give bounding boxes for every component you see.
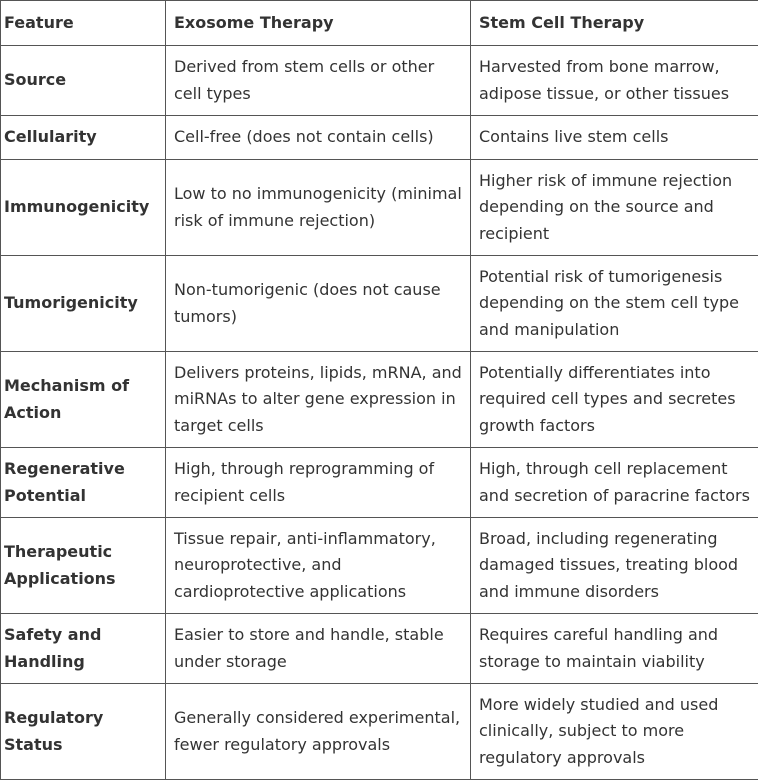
row-exosome-cell: Delivers proteins, lipids, mRNA, and miRNAs to alter gene expression in target cells (166, 352, 471, 448)
table-row (1, 448, 758, 518)
row-stem-cell-cell: Potential risk of tumorigenesis depending on the stem cell type and manipulation (471, 256, 758, 352)
row-feature-cell: Therapeutic Applications (1, 518, 166, 614)
table-row (1, 160, 758, 256)
row-stem-cell-cell: Broad, including regenerating damaged tissues, treating blood and immune disorders (471, 518, 758, 614)
table-header-row (1, 1, 758, 46)
row-exosome-cell: Easier to store and handle, stable under storage (166, 614, 471, 684)
table-row (1, 684, 758, 780)
row-feature-cell: Source (1, 46, 166, 116)
row-feature-cell: Safety and Handling (1, 614, 166, 684)
row-stem-cell-cell: Harvested from bone marrow, adipose tissue, or other tissues (471, 46, 758, 116)
table-row (1, 518, 758, 614)
table-row (1, 116, 758, 160)
row-exosome-cell: Generally considered experimental, fewer regulatory approvals (166, 684, 471, 780)
row-exosome-cell: Derived from stem cells or other cell types (166, 46, 471, 116)
row-feature-cell: Mechanism of Action (1, 352, 166, 448)
row-exosome-cell: Tissue repair, anti-inflammatory, neuroprotective, and cardioprotective applications (166, 518, 471, 614)
row-feature-cell: Regulatory Status (1, 684, 166, 780)
table-row (1, 352, 758, 448)
row-feature-cell: Regenerative Potential (1, 448, 166, 518)
header-stem-cell-therapy: Stem Cell Therapy (471, 1, 758, 46)
row-exosome-cell: Non-tumorigenic (does not cause tumors) (166, 256, 471, 352)
row-stem-cell-cell: Contains live stem cells (471, 116, 758, 160)
row-feature-cell: Immunogenicity (1, 160, 166, 256)
table-row (1, 614, 758, 684)
row-stem-cell-cell: High, through cell replacement and secretion of paracrine factors (471, 448, 758, 518)
row-feature-cell: Cellularity (1, 116, 166, 160)
table-row (1, 46, 758, 116)
table-row (1, 256, 758, 352)
row-feature-cell: Tumorigenicity (1, 256, 166, 352)
row-stem-cell-cell: More widely studied and used clinically, subject to more regulatory approvals (471, 684, 758, 780)
header-feature: Feature (1, 1, 166, 46)
row-stem-cell-cell: Higher risk of immune rejection depending on the source and recipient (471, 160, 758, 256)
row-stem-cell-cell: Potentially differentiates into required cell types and secretes growth factors (471, 352, 758, 448)
row-exosome-cell: Low to no immunogenicity (minimal risk of immune rejection) (166, 160, 471, 256)
row-stem-cell-cell: Requires careful handling and storage to maintain viability (471, 614, 758, 684)
row-exosome-cell: High, through reprogramming of recipient cells (166, 448, 471, 518)
header-exosome-therapy: Exosome Therapy (166, 1, 471, 46)
row-exosome-cell: Cell-free (does not contain cells) (166, 116, 471, 160)
